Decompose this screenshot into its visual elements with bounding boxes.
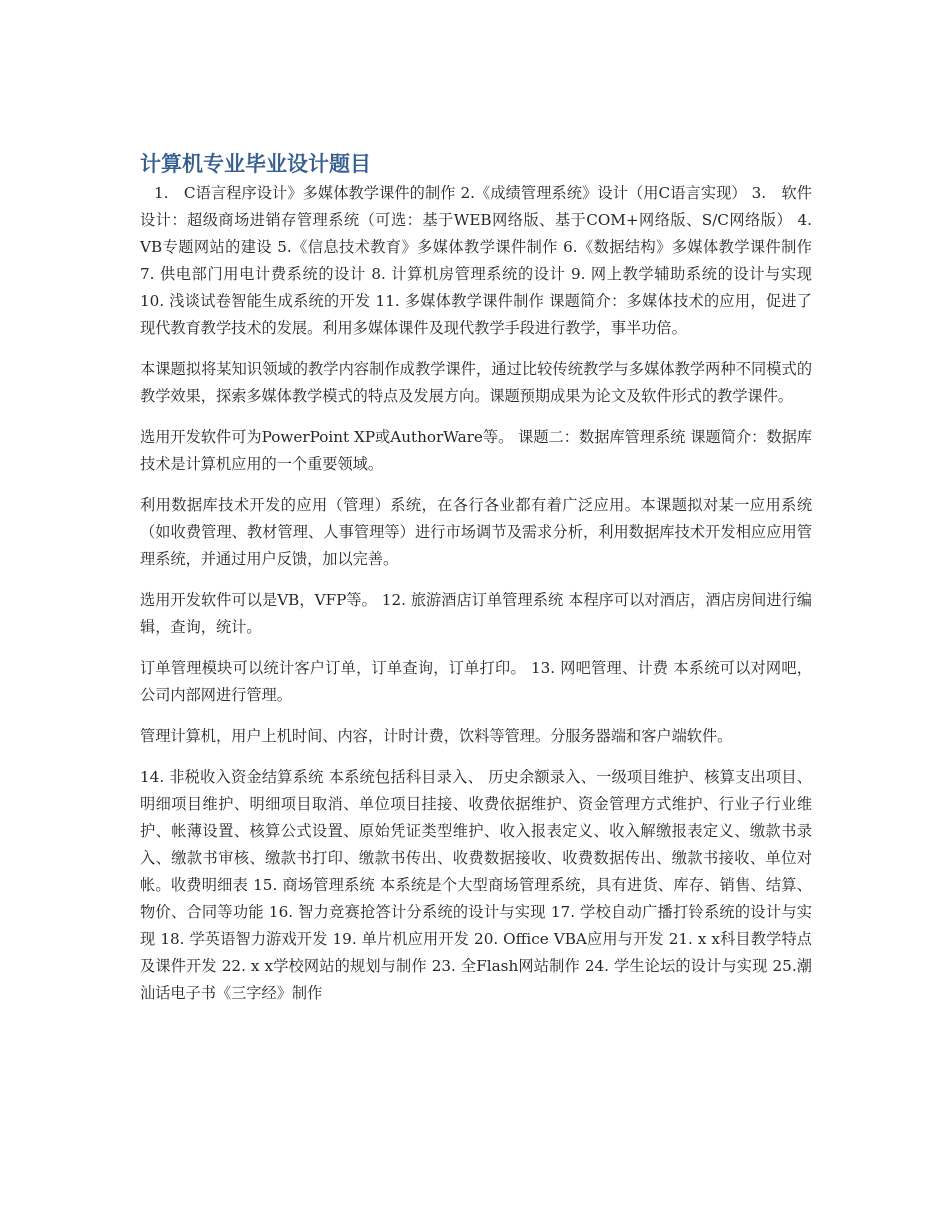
paragraph-topic-list-intro: 1. C语言程序设计》多媒体教学课件的制作 2.《成绩管理系统》设计（用C语言实现） 3. 软件设计：超级商场进销存管理系统（可选：基于WEB网络版、基于COM+网络版、S/C网络版） 4. VB专题网站的建设 5.《信息技术教育》多媒体教学课件制作 6.《数据结构》多媒体教学课件制作 7. 供电部门用电计费系统的设计 8. 计算机房管理系统的设计 9. 网上教学辅助系统的设计与实现 10. 浅谈试卷智能生成系统的开发 11. 多媒体教学课件制作 课题简介：多媒体技术的应用，促进了现代教育教学技术的发展。利用多媒体课件及现代教学手段进行教学，事半功倍。	[140, 184, 828, 337]
paragraph-remaining-topics: 14. 非税收入资金结算系统 本系统包括科目录入、 历史余额录入、一级项目维护、核算支出项目、明细项目维护、明细项目取消、单位项目挂接、收费依据维护、资金管理方式维护、行业子行业维护、帐薄设置、核算公式设置、原始凭证类型维护、收入报表定义、收入解缴报表定义、缴款书录入、缴款书审核、缴款书打印、缴款书传出、收费数据接收、收费数据传出、缴款书接收、单位对帐。收费明细表 15. 商场管理系统 本系统是个大型商场管理系统，具有进货、库存、销售、结算、物价、合同等功能 16. 智力竞赛抢答计分系统的设计与实现 17. 学校自动广播打铃系统的设计与实现 18. 学英语智力游戏开发 19. 单片机应用开发 20. Office VBA应用与开发 21. x x科目教学特点及课件开发 22. x x学校网站的规划与制作 23. 全Flash网站制作 24. 学生论坛的设计与实现 25.潮汕话电子书《三字经》制作	[140, 768, 812, 1002]
paragraph-hotel-system: 选用开发软件可以是VB，VFP等。 12. 旅游酒店订单管理系统 本程序可以对酒店，酒店房间进行编辑，查询，统计。	[140, 591, 812, 636]
paragraph-order-module: 订单管理模块可以统计客户订单，订单查询，订单打印。 13. 网吧管理、计费 本系统可以对网吧，公司内部网进行管理。	[140, 659, 812, 704]
paragraph-database-topic: 选用开发软件可为PowerPoint XP或AuthorWare等。 课题二：数据库管理系统 课题简介：数据库技术是计算机应用的一个重要领域。	[140, 428, 812, 473]
paragraph-courseware-description: 本课题拟将某知识领域的教学内容制作成教学课件，通过比较传统教学与多媒体教学两种不同模式的教学效果，探索多媒体教学模式的特点及发展方向。课题预期成果为论文及软件形式的教学课件。	[140, 360, 812, 405]
document-title: 计算机专业毕业设计题目	[140, 152, 371, 176]
paragraph-database-description: 利用数据库技术开发的应用（管理）系统，在各行各业都有着广泛应用。本课题拟对某一应用系统（如收费管理、教材管理、人事管理等）进行市场调节及需求分析，利用数据库技术开发相应应用管理系统，并通过用户反馈，加以完善。	[140, 496, 812, 568]
document-page	[140, 148, 828, 1021]
paragraph-internet-cafe: 管理计算机，用户上机时间、内容，计时计费，饮料等管理。分服务器端和客户端软件。	[140, 727, 733, 745]
